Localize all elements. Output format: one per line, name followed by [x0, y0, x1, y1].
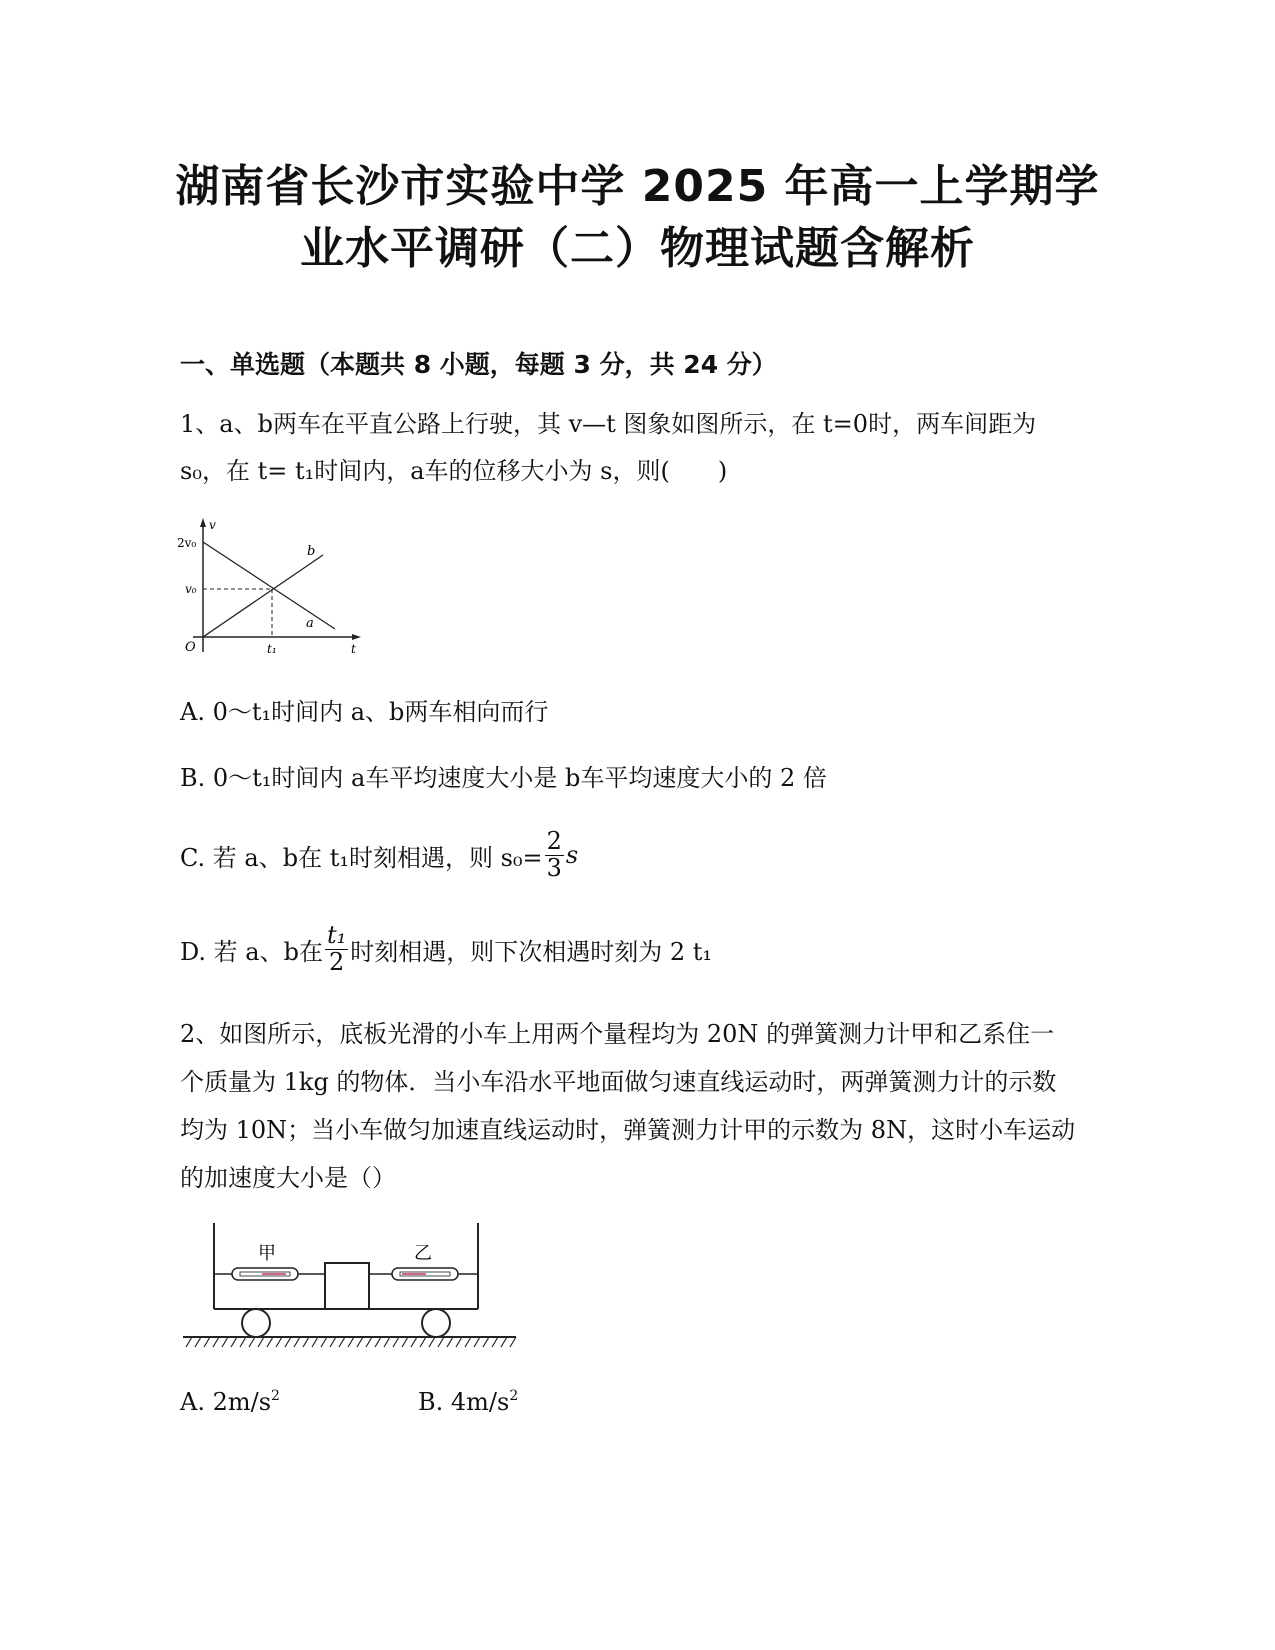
q2-stem-line4: 的加速度大小是（） [180, 1164, 396, 1192]
scale-jia-label: 甲 [258, 1243, 276, 1264]
q2-option-a [180, 1388, 280, 1416]
tick-v0: v₀ [185, 582, 197, 596]
doc-title-line2: 业水平调研（二）物理试题含解析 [300, 223, 975, 274]
scale-yi-label: 乙 [414, 1243, 432, 1264]
q1-stem-text1: 、a、b两车在平直公路上行驶，其 v—t 图象如图所示，在 t=0时，两车间距为 [195, 410, 1037, 438]
q1-option-d-num: t₁ [326, 921, 347, 950]
q1-option-b: B. 0～t₁时间内 a车平均速度大小是 b车平均速度大小的 2 倍 [180, 764, 827, 792]
ground-hatching [186, 1337, 516, 1347]
q2-cart-figure [178, 1215, 523, 1353]
q2-option-b-text: B. 4m/s [418, 1388, 510, 1416]
q1-option-d-post: 时刻相遇，则下次相遇时刻为 2 t₁ [350, 937, 713, 966]
q1-option-d [180, 920, 712, 978]
q2-stem-line3: 均为 10N；当小车做匀加速直线运动时，弹簧测力计甲的示数为 8N，这时小车运动 [180, 1116, 1076, 1144]
q2-option-b-exp: 2 [509, 1388, 519, 1404]
mass-block [325, 1263, 369, 1309]
q1-option-c-pre: C. 若 a、b在 t₁时刻相遇，则 s₀= [180, 843, 543, 872]
q1-option-c-num: 2 [546, 827, 562, 856]
cart-wheel-left [242, 1309, 270, 1337]
q1-option-c-den: 3 [546, 853, 562, 882]
line-b [203, 555, 323, 637]
v-axis-label: v [209, 518, 216, 532]
q1-number: 1 [180, 410, 196, 438]
q1-stem-line1 [180, 404, 1036, 439]
q1-option-d-den: 2 [328, 947, 345, 976]
cart-wheel-right [422, 1309, 450, 1337]
q1-option-c-fraction [545, 829, 564, 880]
q2-option-a-text: A. 2m/s [180, 1388, 272, 1416]
line-a-label: a [306, 616, 314, 631]
q1-option-a: A. 0～t₁时间内 a、b两车相向而行 [180, 698, 549, 726]
t-axis-arrow [352, 634, 361, 640]
q1-vt-graph [175, 515, 370, 663]
q1-option-c [180, 826, 578, 884]
q1-stem-line2: s₀，在 t= t₁时间内，a车的位移大小为 s，则( ) [180, 457, 728, 485]
q1-option-d-pre: D. 若 a、b在 [180, 937, 323, 966]
tick-t1: t₁ [267, 642, 277, 656]
doc-title-line1: 湖南省长沙市实验中学 2025 年高一上学期学 [175, 161, 1100, 212]
q2-option-b [418, 1388, 518, 1416]
origin-label: O [185, 640, 196, 655]
q2-stem-line2: 个质量为 1kg 的物体．当小车沿水平地面做匀速直线运动时，两弹簧测力计的示数 [180, 1068, 1057, 1096]
v-axis-arrow [200, 518, 206, 527]
t-axis-label: t [351, 642, 356, 656]
line-b-label: b [307, 544, 316, 559]
section-heading: 一、单选题（本题共 8 小题，每题 3 分，共 24 分） [180, 350, 777, 379]
q1-option-c-post: s [565, 841, 579, 869]
tick-2v0: 2v₀ [177, 536, 197, 550]
q2-stem-line1: 2、如图所示，底板光滑的小车上用两个量程均为 20N 的弹簧测力计甲和乙系住一 [180, 1020, 1055, 1048]
q1-option-d-fraction [325, 923, 348, 974]
q2-option-a-exp: 2 [271, 1388, 280, 1404]
